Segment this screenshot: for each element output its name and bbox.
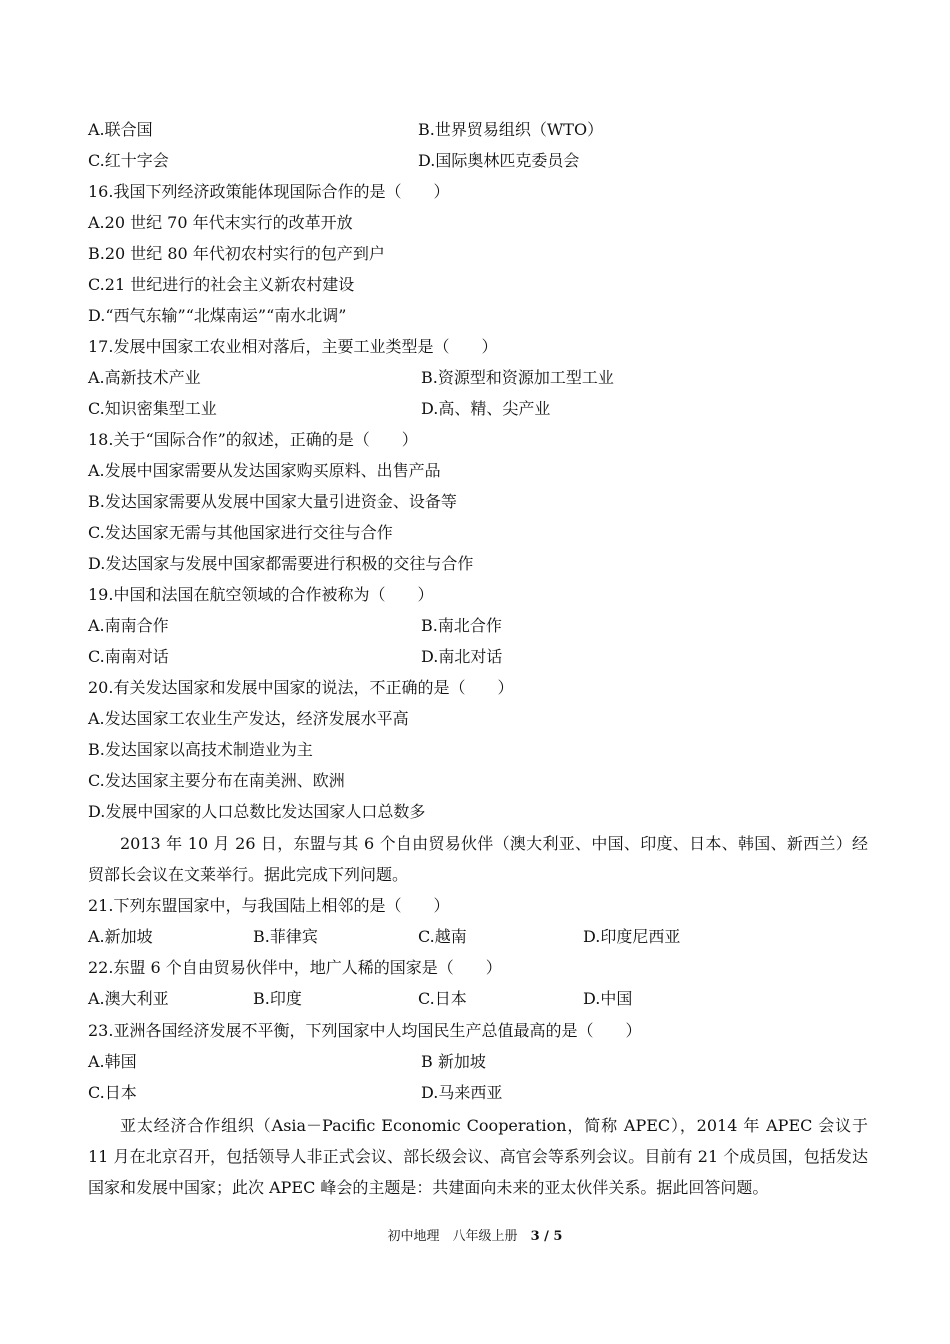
q19-option-a: A.南南合作 [88,616,169,635]
q21-stem: 21.下列东盟国家中，与我国陆上相邻的是（ ） [88,896,450,915]
q20-option-d: D.发展中国家的人口总数比发达国家人口总数多 [88,802,426,821]
footer-label: 初中地理 八年级上册 [387,1229,518,1244]
q22-option-b: B.印度 [253,989,302,1008]
q21-option-a: A.新加坡 [88,927,153,946]
q23-option-c: C.日本 [88,1083,137,1102]
page-footer [0,1228,950,1246]
q16-option-a: A.20 世纪 70 年代末实行的改革开放 [88,213,353,232]
q21-option-c: C.越南 [418,927,467,946]
q22-option-c: C.日本 [418,989,467,1008]
q23-stem: 23.亚洲各国经济发展不平衡，下列国家中人均国民生产总值最高的是（ ） [88,1021,642,1040]
q18-option-b: B.发达国家需要从发展中国家大量引进资金、设备等 [88,492,457,511]
q17-option-a: A.高新技术产业 [88,368,201,387]
q19-option-b: B.南北合作 [421,616,502,635]
q20-option-c: C.发达国家主要分布在南美洲、欧洲 [88,771,345,790]
q17-option-c: C.知识密集型工业 [88,399,217,418]
q18-stem: 18.关于“国际合作”的叙述，正确的是（ ） [88,430,418,449]
q15-option-c: C.红十字会 [88,151,169,170]
q19-stem: 19.中国和法国在航空领域的合作被称为（ ） [88,585,434,604]
q17-option-d: D.高、精、尖产业 [421,399,551,418]
q23-option-a: A.韩国 [88,1052,137,1071]
q21-option-b: B.菲律宾 [253,927,318,946]
q16-option-b: B.20 世纪 80 年代初农村实行的包产到户 [88,244,385,263]
q22-stem: 22.东盟 6 个自由贸易伙伴中，地广人稀的国家是（ ） [88,958,502,977]
q23-option-b: B 新加坡 [421,1052,486,1071]
q22-option-d: D.中国 [583,989,633,1008]
passage-asean: 2013 年 10 月 26 日，东盟与其 6 个自由贸易伙伴（澳大利亚、中国、印度、日本、韩国、新西兰）经贸部长会议在文莱举行。据此完成下列问题。 [88,834,868,884]
q20-stem: 20.有关发达国家和发展中国家的说法，不正确的是（ ） [88,678,514,697]
q16-option-c: C.21 世纪进行的社会主义新农村建设 [88,275,355,294]
q19-option-c: C.南南对话 [88,647,169,666]
q22-option-a: A.澳大利亚 [88,989,169,1008]
q19-option-d: D.南北对话 [421,647,503,666]
q16-stem: 16.我国下列经济政策能体现国际合作的是（ ） [88,182,450,201]
q15-option-b: B.世界贸易组织（WTO） [418,120,604,139]
q17-stem: 17.发展中国家工农业相对落后，主要工业类型是（ ） [88,337,498,356]
q16-option-d: D.“西气东输”“北煤南运”“南水北调” [88,306,347,325]
q21-option-d: D.印度尼西亚 [583,927,681,946]
q18-option-c: C.发达国家无需与其他国家进行交往与合作 [88,523,393,542]
q18-option-d: D.发达国家与发展中国家都需要进行积极的交往与合作 [88,554,474,573]
q20-option-b: B.发达国家以高技术制造业为主 [88,740,313,759]
q15-option-a: A.联合国 [88,120,153,139]
q20-option-a: A.发达国家工农业生产发达，经济发展水平高 [88,709,409,728]
passage-apec: 亚太经济合作组织（Asia－Pacific Economic Cooperation，简称 APEC），2014 年 APEC 会议于 11 月在北京召开，包括领导人非正式会议、部长级会议、高官会等系列会议。目前有 21 个成员国，包括发达国家和发展中国家；此次 APEC 峰会的主题是：共建面向未来的亚太伙伴关系。据此回答问题。 [88,1116,868,1197]
q17-option-b: B.资源型和资源加工型工业 [421,368,614,387]
q18-option-a: A.发展中国家需要从发达国家购买原料、出售产品 [88,461,441,480]
q15-option-d: D.国际奥林匹克委员会 [418,151,580,170]
q23-option-d: D.马来西亚 [421,1083,503,1102]
page-number: 3 / 5 [530,1229,563,1244]
